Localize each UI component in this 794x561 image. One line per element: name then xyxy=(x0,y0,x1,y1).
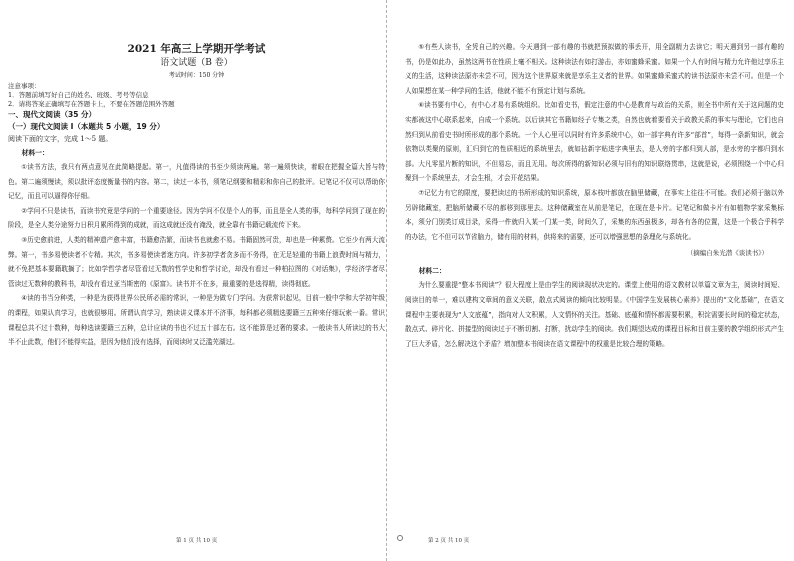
note-item-1: 1．答题前填写好自己的姓名、班级、考号等信息 xyxy=(8,91,149,99)
material-two-label: 材料二： xyxy=(418,267,446,276)
paragraph-1: ①读书方法，我只有两点意见在此简略提起。第一，凡值得读的书至少须读两遍。第一遍须快读，着眼在把握全篇大旨与特色。第二遍须慢读，须以批评态度衡量书的内容。第二，读过一本书，须笔记纲要和精彩和你自己的批评。记笔记不仅可以帮助你记忆，而且可以逼得你仔细。 xyxy=(8,163,385,201)
notes-heading: 注意事项： xyxy=(8,82,41,90)
subsection-heading: （一）现代文阅读 I（本题共 5 小题，19 分） xyxy=(8,122,165,131)
page-number-1: 第 1 页 共 10 页 xyxy=(176,538,218,544)
paragraph-6: ⑥读书要有中心，有中心才易有系统组织。比如看史书，假定注意的中心是教育与政治的关系，则全书中所有关于这问题的史实都被这中心联系起来，自成一个系统。以后读其它书籍如经子专集之类，自然也就着要看关于政教关系的事实与理论，它们也自然归到从前看史书时所形成的那个系统。一个人心里可以同时有许多系统中心，如一部字典有许多“部首”，每得一条新知识，就会依物以类聚的原则，汇归到它的性质相近的系统里去，就如拈新字贴进字典里去，是人旁的字都归到人部，是水旁的字都归到水部。大凡零星片断的知识，不但易忘，而且无用。每次所得的新知识必须与旧有的知识联络贯串，这就是说，必须围绕一个中心归聚到一个系统里去，才会生根，才会开花结果。 xyxy=(405,101,784,183)
note-item-2: 2．请将答案正确填写在答题卡上，不要在答题范围外答题 xyxy=(8,100,175,108)
exam-title: 2021 年高三上学期开学考试 xyxy=(127,43,266,55)
reading-instruction: 阅读下面的文字，完成 1～5 题。 xyxy=(8,135,113,143)
paragraph-5: ⑤有些人读书，全凭自己的兴趣。今天遇到一部有趣的书就把预拟做的事丢开，用全副精力去读它；明天遇到另一部有趣的书，仍是如此办，虽然这两书在性质上毫不相关。这种读法有如打游击，亦如蜜蜂采蜜。如果一个人有时间与精力允许他过享乐主义的生活，这种读法原亦未尝不可，因为这个世界原来就是享乐主义者的世界。如果蜜蜂采蜜式的读书法原亦未尝不可。但是一个人如果想在某一种学问的生活，他就不能不有预定计划与系统。 xyxy=(405,43,784,95)
page-number-2: 第 2 页 共 10 页 xyxy=(428,538,470,544)
paragraph-2: ②学问不只是读书，而读书究竟是学问的一个重要途径。因为学问不仅是个人的事，而且是全人类的事，每科学问到了现在的阶段，是全人类分途努力日积月累所得到的成就，而这成就还没有淹没，就全靠有书籍记载流传下来。 xyxy=(8,206,385,230)
material-one-label: 材料一： xyxy=(21,149,49,157)
section-heading: 一、现代文阅读（35 分） xyxy=(8,110,97,119)
exam-time: 考试时间：150 分钟 xyxy=(168,72,225,79)
paragraph-8: 为什么要重提“整本书阅读”？很大程度上是由学生的阅读现状决定的。课堂上使用的语文教材以单篇文章为主，阅读时间短、阅读目的单一，难以建构文章间的意义关联，散点式阅读的倾向比较明显。《中国学生发展核心素养》提出的“文化基础”，在语文课程中主要表现为“人文底蕴”，指向对人文积累，人文情怀的关注。基础、底蕴和情怀都需要积累，积淀需要长时间的稳定状态，散点式、碎片化、拼接型的阅读过于不断切割、打断，扰动学生的阅读。我们期望达成的课程目标和目前主要的教学组织形式产生了巨大矛盾，怎么解决这个矛盾？增加整本书阅读在语文课程中的权重是比较合理的策略。 xyxy=(405,281,784,348)
exam-page-2 xyxy=(397,0,794,561)
exam-subtitle: 语文试题（B 卷） xyxy=(160,58,233,68)
paragraph-4: ④读的书当分种类，一种是为获得世界公民所必需的常识，一种是为做专门学问。为获常识起见，目前一般中学和大学初年级的课程，如果认真学习，也就很够用。所谓认真学习，熟读讲义课本并不济事，每科都必须精选要籍三五种来仔细玩索一番。常识课程总共不过十数种，每种选读要籍三五种，总计应读的书也不过五十部左右。这不能算是过奢的要求。一般读书人所读过的书大半不止此数，他们不能得实益，是因为他们没有选择，而阅读时又泛滥芜湖过。 xyxy=(8,294,385,347)
paragraph-7: ⑦记忆力有它的限度，要把读过的书所形成的知识系统，原本枝叶都放在脑里储藏，在事实上往往不可能。我们必须于脑以外另辟储藏室，把脑所储藏不尽的都移到那里去。这种储藏室在从前是笔记，在现在是卡片。记笔记和做卡片有如植物学家采集标本，须分门别类订成目录，采得一件就归入某一门某一类，时间久了，采集的东西虽极多，却各有各的位置，这是一个极合乎科学的办法，它不但可以节省脑力，储有用的材料，供将来的需要，还可以增强思想的条理化与系统化。 xyxy=(405,188,784,241)
source-citation: （摘编自朱光潜《谈读书》） xyxy=(686,249,768,258)
binding-hole-icon xyxy=(397,535,403,541)
paragraph-3: ③历史愈前进，人类的精神遗产愈丰富，书籍愈浩繁，而读书也就愈不易。书籍固然可贵，却也是一种累赘。它至少有两大流弊。第一，书多易使读者不专精。其次，书多易使读者迷方向。许多初学者贪多而不务得，在无足轻重的书籍上浪费时间与精力，就不免把基本要籍耽搁了；比如学哲学者尽管看过无数的哲学史和哲学讨论，却没有看过一种柏拉图的《对话集》，学经济学者尽管读过无数种的教科书，却没有看过亚当斯密的《原富》。读书并不在多，最重要的是选得精，读得彻底。 xyxy=(8,235,385,288)
